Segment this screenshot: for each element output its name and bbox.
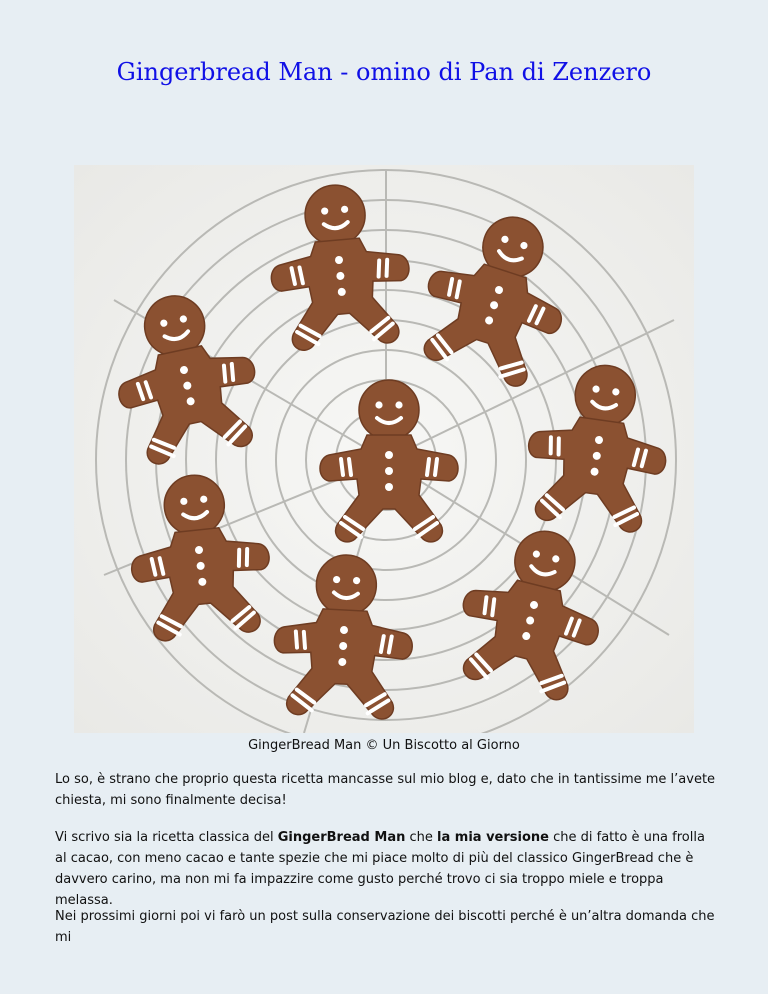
paragraph-text: Vi scrivo sia la ricetta classica del (55, 830, 278, 845)
paragraph-recipe-versions (55, 827, 720, 911)
gingerbread-photo (74, 165, 694, 733)
photo-caption: GingerBread Man © Un Biscotto al Giorno (248, 738, 520, 753)
paragraph-text: che di fatto è una frolla al cacao, con meno cacao e tante spezie che mi piace molto di più del classico GingerBread che è davvero carino, ma non mi fa impazzire come gusto perché trovo ci sia troppo miele e troppa melassa. (55, 830, 705, 908)
page-title: Gingerbread Man - omino di Pan di Zenzero (116, 58, 652, 86)
paragraph-conservation: Nei prossimi giorni poi vi farò un post sulla conservazione dei biscotti perché è un’altra domanda che mi (55, 909, 715, 945)
bold-my-version: la mia versione (437, 830, 549, 845)
paragraph-intro: Lo so, è strano che proprio questa ricetta mancasse sul mio blog e, dato che in tantissime me l’avete chiesta, mi sono finalmente decisa! (55, 772, 716, 808)
bold-gingerbread-man: GingerBread Man (277, 830, 406, 845)
gingerbread-illustration (74, 165, 694, 733)
paragraph-text: che (405, 830, 438, 845)
